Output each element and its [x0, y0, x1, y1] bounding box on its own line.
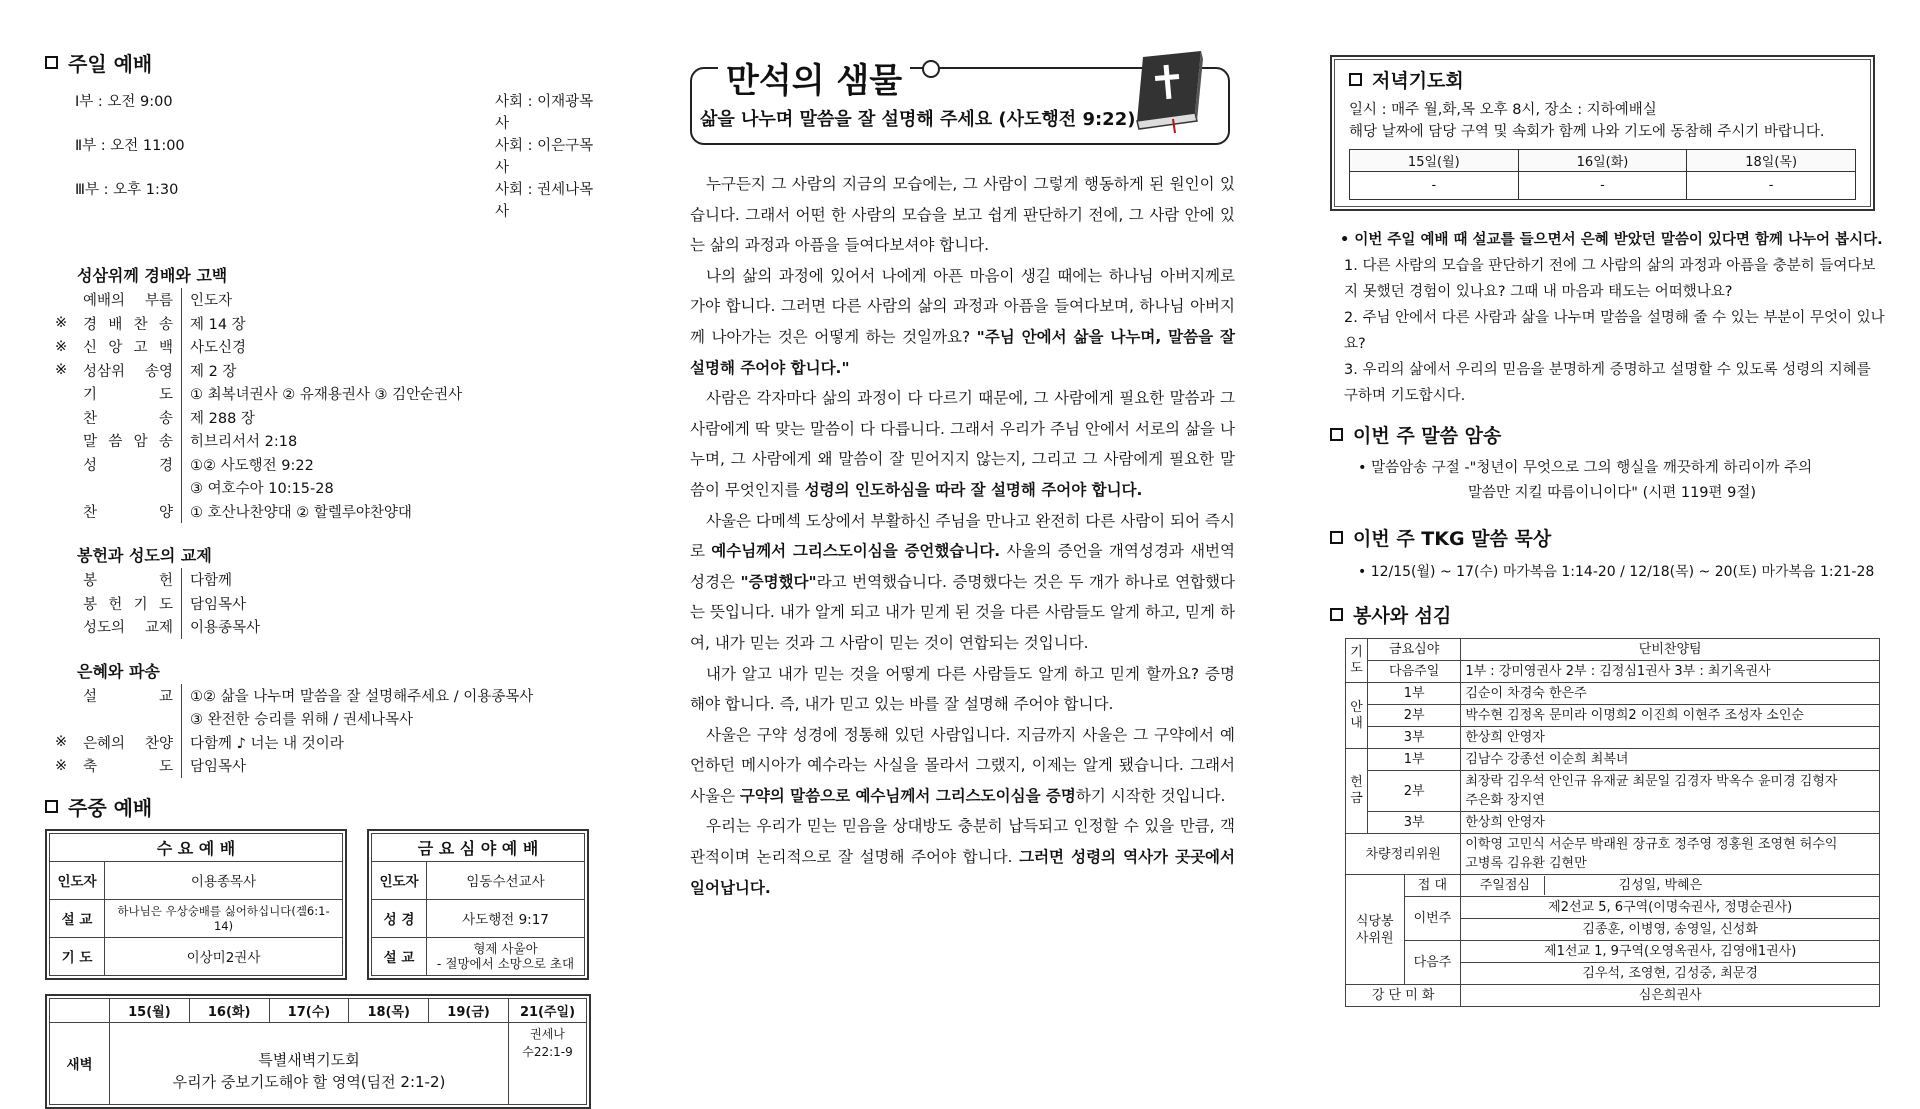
order-value: ③ 완전한 승리를 위해 / 권세나목사 [190, 712, 414, 729]
column-paragraph: 내가 알고 내가 믿는 것을 어떻게 다른 사람들도 알게 하고 믿게 할까요? 증명해야 합니다. 즉, 내가 믿고 있는 바를 잘 설명해 주어야 합니다. [690, 664, 1235, 714]
evening-prayer-title: 저녁기도회 [1349, 66, 1856, 93]
evening-prayer-box [1330, 55, 1875, 211]
memory-text: • 말씀암송 구절 -"청년이 무엇으로 그의 행실을 깨끗하게 하리이까 주의 말씀만 지킬 따름이니이다" (시편 119편 9절) [1358, 460, 1813, 501]
volunteers-title: 봉사와 섬김 [1330, 601, 1885, 628]
order-label [77, 707, 182, 731]
memory-title: 이번 주 말씀 암송 [1330, 421, 1885, 448]
column-paragraph: 누구든지 그 사람의 지금의 모습에는, 그 사람이 그렇게 행동하게 된 원인이 있습니다. 그래서 어떤 한 사람의 모습을 보고 쉽게 판단하기 전에, 그 사람 안에 있는 삶의 과정과 아픔을 들여다보셔야 합니다. [690, 175, 1235, 255]
checkbox-square-icon [1330, 608, 1343, 621]
volunteers-table: 기도 금요심야 단비찬양팀 다음주일 1부 : 강미영권사 2부 : 김정심1권사 3부 : 최기옥권사 안내 1부 김순이 차경숙 한은주 2부 박수현 김정옥 문미라 이명희2 이진희 이현주 조성자 소인순 3부 한상희 안영자 헌금 1부 김남수 강종선 이순희 최복녀 2부 최장락 김우석 안인규 유재균 최문일 김경자 박옥수 윤미경 김형자 주은화 장지연 3부 한상희 안영자 차량정리위원 이학영 고민식 서순무 박래원 장규호 정주영 정홍원 조영현 허수익 고병록 김유환 김현만 식당봉사위원 접 대 주일점심 김성일, 박혜은 이번주 제2선교 5, 6구역(이명숙권사, 정명순권사) 김종훈, 이병영, 송영일, 신성화 다음주 제1선교 1, 9구역(오영옥권사, 김영애1권사) 김우석, 조영현, 김성중, 최문경 강 단 미 화 심은희권사 [1345, 638, 1880, 1007]
order-value: ①② 사도행전 9:22 [190, 457, 314, 474]
wednesday-service-box [45, 829, 347, 980]
order-row [45, 500, 605, 524]
worship-heading: 성삼위께 경배와 고백 [77, 266, 228, 285]
order-label [77, 476, 182, 500]
order-mark: ※ [55, 757, 68, 774]
offering-order [45, 568, 605, 639]
order-value: ① 최복녀권사 ② 유재용권사 ③ 김안순권사 [190, 387, 463, 404]
column-paragraph: 사람은 각자마다 삶의 과정이 다 다르기 때문에, 그 사람에게 필요한 말씀과 그 사람에게 딱 맞는 말씀이 다 다릅니다. 그래서 우리가 주님 안에서 서로의 삶을 나누며, 그 사람에게 왜 말씀이 잘 믿어지지 않는지, 그리고 그 사람에게 필요한 말씀이 무엇인지를 성령의 인도하심을 따라 잘 설명해 주어야 합니다. [690, 389, 1235, 499]
order-label: 설 교 [77, 684, 182, 708]
order-value: ①② 삶을 나누며 말씀을 잘 설명해주세요 / 이용종목사 [190, 688, 534, 705]
weekday-section-title: 주중 예배 [45, 792, 605, 821]
column-banner [690, 55, 1235, 155]
order-row [45, 592, 605, 616]
friday-service-box [367, 829, 589, 980]
worship-order [45, 288, 605, 523]
grace-heading: 은혜와 파송 [77, 661, 160, 681]
column-subtitle: 삶을 나누며 말씀을 잘 설명해 주세요 (사도행전 9:22) [700, 109, 1136, 130]
dawn-service-box [45, 994, 591, 1109]
order-row [45, 754, 605, 778]
column-paragraph: 우리는 우리가 믿는 믿음을 상대방도 충분히 납득되고 인정할 수 있을 만큼, 객관적이며 논리적으로 잘 설명해 주어야 합니다. 그러면 성령의 역사가 곳곳에서 일어납니다. [690, 817, 1235, 897]
column-paragraph: 사울은 구약 성경에 정통해 있던 사람입니다. 지금까지 사울은 그 구약에서 예언하던 메시아가 예수라는 사실을 몰라서 그랬지, 이제는 알게 됐습니다. 그래서 사울은 구약의 말씀으로 예수님께서 그리스도이심을 증명하기 시작한 것입니다. [690, 725, 1235, 805]
order-value: 이용종목사 [190, 620, 261, 637]
order-label: 예배의 부름 [77, 288, 182, 312]
order-label: 성삼위 송영 [77, 359, 182, 383]
order-label: 봉 헌 기 도 [77, 592, 182, 616]
bible-icon [1125, 49, 1211, 135]
order-value: ① 호산나찬양대 ② 할렐루야찬양대 [190, 504, 412, 521]
order-mark: ※ [55, 338, 68, 355]
order-label: 축 도 [77, 754, 182, 778]
order-value: 인도자 [190, 293, 233, 310]
evening-schedule-table: 15일(월) 16일(화) 18일(목) - - - [1349, 149, 1856, 200]
dawn-table: 15(월) 16(화) 17(수) 18(목) 19(금) 21(주일) 새벽 특별새벽기도회 우리가 중보기도해야 할 영역(딤전 2:1-2) 권세나 수22:1-9 [49, 998, 587, 1105]
column-paragraph: 사울은 다메섹 도상에서 부활하신 주님을 만나고 완전히 다른 사람이 되어 즉시로 예수님께서 그리스도이심을 증언했습니다. 사울의 증언을 개역성경과 새번역성경은 "증명했다"라고 번역했습니다. 증명했다는 것은 두 개가 하나로 연합했다는 뜻입니다. 내가 알게 되고 내가 믿게 된 것을 다른 사람들도 알게 하고, 믿게 하여, 내가 믿는 것과 그 사람이 믿는 것이 연합되는 것입니다. [690, 511, 1235, 652]
column-body [690, 169, 1235, 903]
order-row [45, 429, 605, 453]
service-row: Ⅰ부 : 오전 9:00 사회 : 이재광목사 [75, 94, 594, 132]
left-column [45, 0, 605, 1109]
order-label: 봉 헌 [77, 568, 182, 592]
order-value: 제 14 장 [190, 316, 246, 333]
circle-ornament-icon [922, 60, 940, 78]
order-label: 찬 송 [77, 406, 182, 430]
order-row [45, 568, 605, 592]
order-row [45, 359, 605, 383]
tkg-text: • 12/15(월) ~ 17(수) 마가복음 1:14-20 / 12/18(목) ~ 20(토) 마가복음 1:21-28 [1358, 564, 1875, 580]
checkbox-square-icon [45, 800, 58, 813]
wednesday-table: 수 요 예 배 인도자 이용종목사 설 교 하나님은 우상숭배를 싫어하십니다(겔6:1-14) 기 도 이상미2권사 [49, 833, 343, 976]
order-mark: ※ [55, 315, 68, 332]
order-row [45, 684, 605, 708]
grace-order [45, 684, 605, 778]
order-row [45, 288, 605, 312]
order-row [45, 707, 605, 731]
discussion-questions: • 이번 주일 예배 때 설교를 들으면서 은혜 받았던 말씀이 있다면 함께 나누어 봅시다. 1. 다른 사람의 모습을 판단하기 전에 그 사람의 삶의 과정과 아픔을 충분히 들여다보지 못했던 경험이 있나요? 그때 내 마음과 태도는 어떠했나요? 2. 주님 안에서 다른 사람과 삶을 나누며 말씀을 설명해 줄 수 있는 부분이 무엇이 있나요? 3. 우리의 삶에서 우리의 믿음을 분명하게 증명하고 설명할 수 있도록 성령의 지혜를 구하며 기도합시다. [1340, 232, 1885, 404]
order-value: 담임목사 [190, 596, 247, 613]
order-row [45, 312, 605, 336]
order-row [45, 453, 605, 477]
weekday-boxes [45, 829, 605, 980]
order-mark: ※ [55, 734, 68, 751]
column-paragraph: 나의 삶의 과정에 있어서 나에게 아픈 마음이 생길 때에는 하나님 아버지께로 가야 합니다. 그러면 다른 사람의 삶의 과정과 아픔을 들여다보며, 하나님 아버지께 나아가는 것은 어떻게 하는 것일까요? "주님 안에서 삶을 나누며, 말씀을 잘 설명해 주어야 합니다." [690, 266, 1235, 377]
order-row [45, 476, 605, 500]
order-row [45, 406, 605, 430]
service-row: Ⅲ부 : 오후 1:30 사회 : 권세나목사 [75, 182, 594, 220]
tkg-title: 이번 주 TKG 말씀 묵상 [1330, 524, 1885, 551]
order-mark: ※ [55, 362, 68, 379]
checkbox-square-icon [45, 56, 58, 69]
order-label: 성도의 교제 [77, 615, 182, 639]
service-row: Ⅱ부 : 오전 11:00 사회 : 이은구목사 [75, 138, 594, 176]
order-value: 제 2 장 [190, 363, 237, 380]
column-title: 만석의 샘물 [718, 53, 910, 102]
order-value: 제 288 장 [190, 410, 255, 427]
friday-table: 금 요 심 야 예 배 인도자 임동수선교사 성 경 사도행전 9:17 설 교 형제 사울아 - 절망에서 소망으로 초대 [371, 833, 585, 976]
order-label: 기 도 [77, 382, 182, 406]
offering-heading: 봉헌과 성도의 교제 [77, 546, 212, 565]
checkbox-square-icon [1349, 73, 1362, 86]
order-row [45, 335, 605, 359]
order-value: ③ 여호수아 10:15-28 [190, 481, 334, 498]
order-row [45, 731, 605, 755]
checkbox-square-icon [1330, 531, 1343, 544]
order-label: 경 배 찬 송 [77, 312, 182, 336]
order-label: 찬 양 [77, 500, 182, 524]
order-row [45, 382, 605, 406]
order-label: 신 앙 고 백 [77, 335, 182, 359]
order-label: 성 경 [77, 453, 182, 477]
order-value: 사도신경 [190, 340, 247, 357]
order-value: 다함께 ♪ 너는 내 것이라 [190, 735, 344, 752]
right-column [1330, 0, 1885, 1007]
order-label: 말 씀 암 송 [77, 429, 182, 453]
checkbox-square-icon [1330, 428, 1343, 441]
order-row [45, 615, 605, 639]
sunday-section-title: 주일 예배 [45, 48, 605, 77]
service-times [75, 91, 605, 223]
order-value: 담임목사 [190, 759, 247, 776]
order-value: 다함께 [190, 573, 233, 590]
order-value: 히브리서서 2:18 [190, 434, 298, 451]
evening-info: 일시 : 매주 월,화,목 오후 8시, 장소 : 지하예배실 해당 날짜에 담당 구역 및 속회가 함께 나와 기도에 동참해 주시기 바랍니다. [1349, 102, 1825, 140]
middle-column [690, 0, 1235, 903]
order-label: 은혜의 찬양 [77, 731, 182, 755]
